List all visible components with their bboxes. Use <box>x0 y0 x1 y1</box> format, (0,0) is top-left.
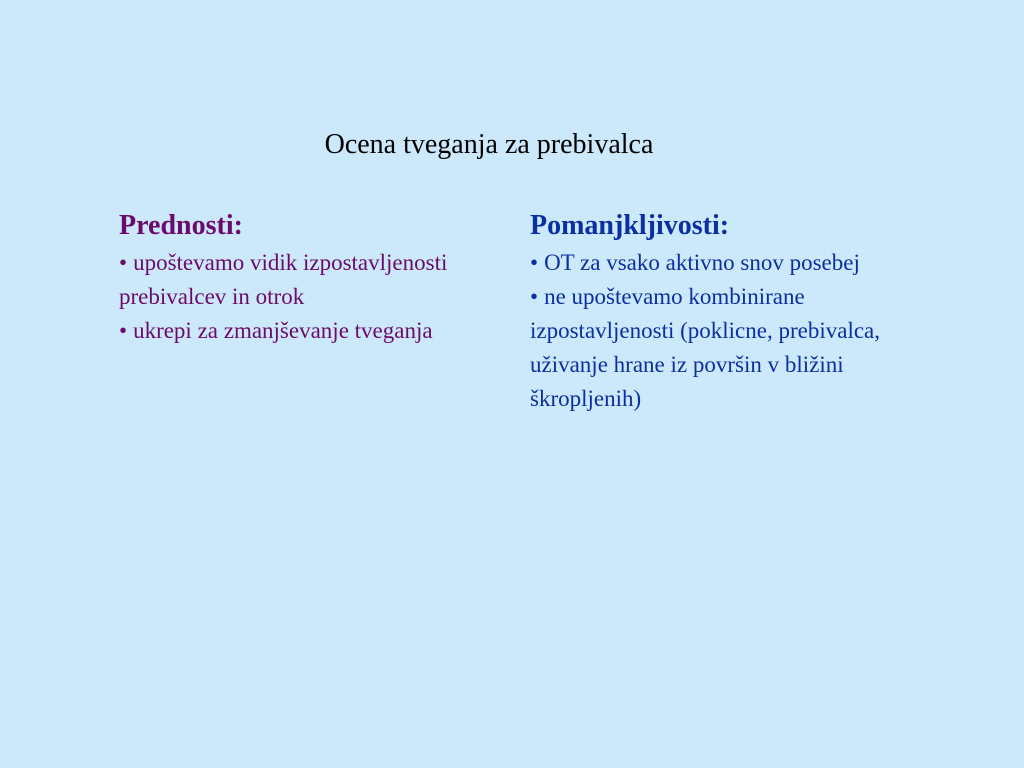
disadvantages-item <box>530 246 890 280</box>
advantages-item-text: ukrepi za zmanjševanje tveganja <box>133 318 433 343</box>
advantages-item-text: upoštevamo vidik izpostavljenosti prebivalcev in otrok <box>119 250 448 309</box>
disadvantages-item <box>530 280 890 416</box>
slide-title: Ocena tveganja za prebivalca <box>324 129 654 160</box>
disadvantages-heading: Pomanjkljivosti: <box>530 210 730 241</box>
disadvantages-item-text: ne upoštevamo kombinirane izpostavljenosti (poklicne, prebivalca, uživanje hrane iz površin v bližini škropljenih) <box>530 284 880 411</box>
disadvantages-column <box>530 206 890 416</box>
disadvantages-item-text: OT za vsako aktivno snov posebej <box>544 250 860 275</box>
advantages-heading: Prednosti: <box>119 210 243 241</box>
advantages-item <box>119 314 459 348</box>
bullet-icon: • <box>530 284 539 309</box>
bullet-icon: • <box>119 250 128 275</box>
advantages-column <box>119 206 459 348</box>
disadvantages-list <box>530 246 890 416</box>
bullet-icon: • <box>530 250 539 275</box>
advantages-list <box>119 246 459 348</box>
bullet-icon: • <box>119 318 128 343</box>
advantages-item <box>119 246 459 314</box>
